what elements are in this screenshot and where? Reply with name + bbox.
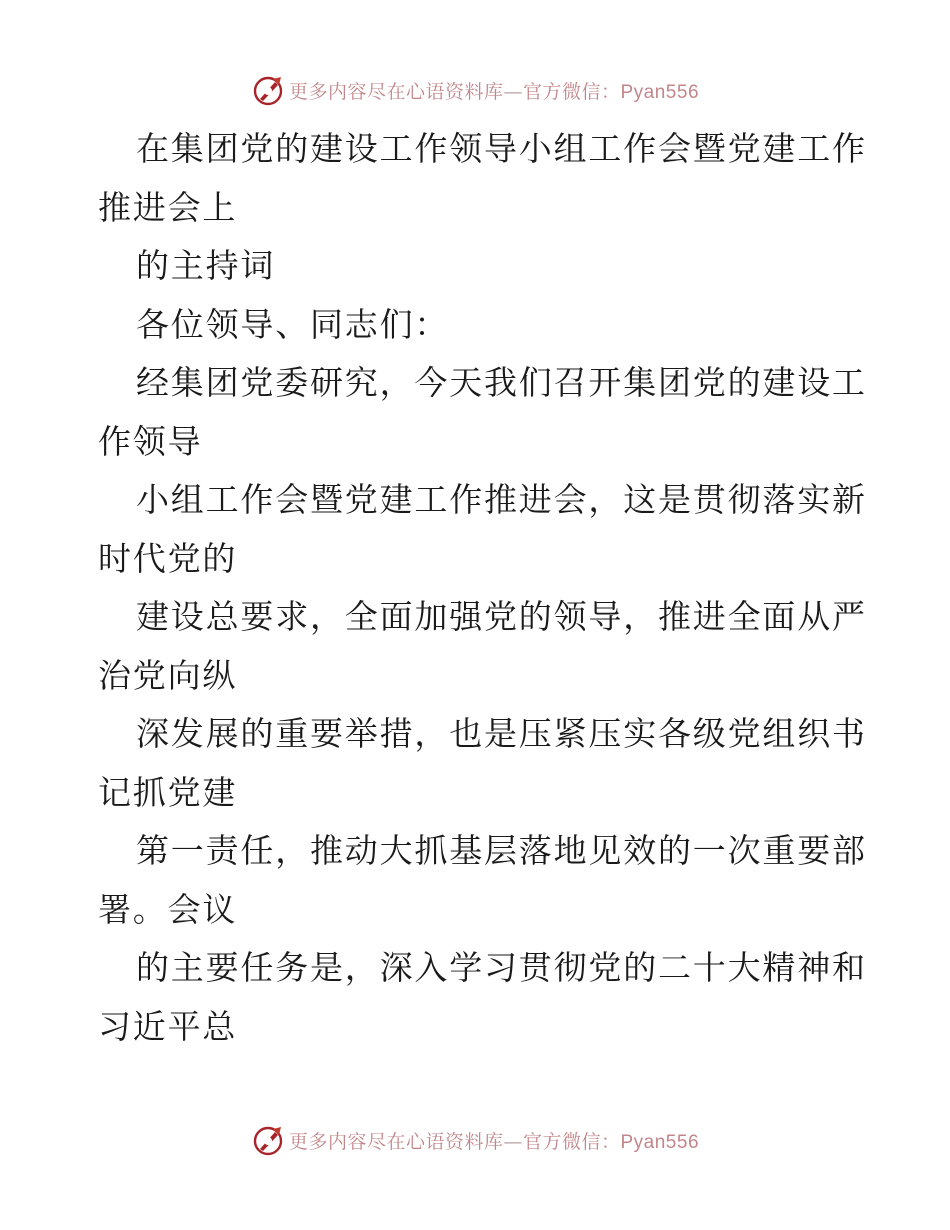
quill-logo-icon [251, 73, 285, 107]
quill-logo-icon [251, 1123, 285, 1157]
text-line: 习近平总 [98, 1006, 238, 1046]
watermark-text: 更多内容尽在心语资料库—官方微信：Pyan556 [288, 80, 700, 103]
text-line: 各位领导、同志们： [136, 304, 450, 344]
text-line: 作领导 [98, 421, 203, 461]
document-body [98, 120, 867, 1056]
text-line: 时代党的 [98, 538, 238, 578]
text-line: 经集团党委研究，今天我们召开集团党的建设工 [136, 363, 867, 402]
text-line: 的主要任务是，深入学习贯彻党的二十大精神和 [136, 948, 867, 987]
watermark-text: 更多内容尽在心语资料库—官方微信：Pyan556 [288, 1130, 700, 1153]
footer-watermark [0, 1120, 950, 1160]
text-line: 推进会上 [98, 187, 238, 227]
text-line: 建设总要求，全面加强党的领导，推进全面从严 [136, 597, 867, 636]
text-line: 治党向纵 [98, 655, 238, 695]
header-watermark [0, 70, 950, 110]
text-line: 在集团党的建设工作领导小组工作会暨党建工作 [136, 129, 867, 168]
text-line: 第一责任，推动大抓基层落地见效的一次重要部 [136, 831, 867, 870]
text-line: 记抓党建 [98, 772, 238, 812]
text-line: 深发展的重要举措，也是压紧压实各级党组织书 [136, 714, 867, 753]
text-line: 小组工作会暨党建工作推进会，这是贯彻落实新 [136, 480, 867, 519]
text-line: 署。会议 [98, 889, 238, 929]
text-line: 的主持词 [136, 246, 276, 285]
